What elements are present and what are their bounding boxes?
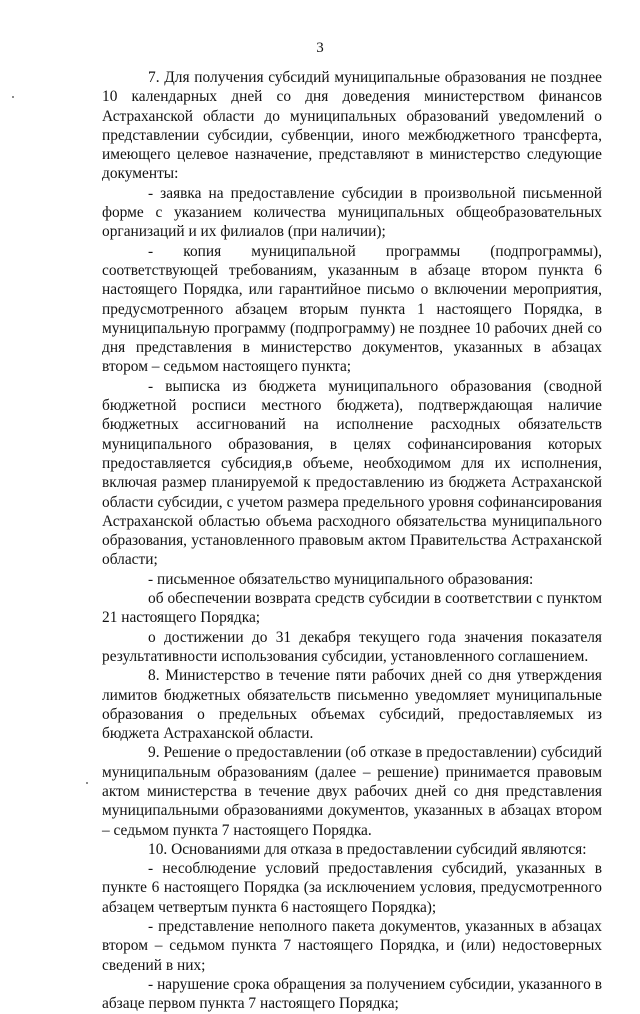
paragraph-9: 9. Решение о предоставлении (об отказе в предоставлении) субсидий муниципальным образованиям (далее – решение) принимается правовым актом министерства в течение двух рабочих дней со дня представления муниципальными образованиями документов, указанных в абзацах втором – седьмом пункта 7 настоящего Порядка.	[102, 744, 602, 839]
paragraph-7-budget-extract: - выписка из бюджета муниципального образования (сводной бюджетной росписи местного бюджета), подтверждающая наличие бюджетных ассигнований на исполнение расходных обязательств муниципального образования, в целях софинансирования которых предоставляется субсидия,в объеме, необходимом для их исполнения, включая размер планируемой к предоставлению из бюджета Астраханской области субсидии, с учетом размера предельного уровня софинансирования Астраханской областью объема расходного обязательства муниципального образования, установленного правовым актом Правительства Астраханской области;	[102, 377, 602, 569]
document-body	[102, 68, 602, 1014]
paragraph-7-intro: 7. Для получения субсидий муниципальные образования не позднее 10 календарных дней со дня доведения министерством финансов Астраханской области до муниципальных образований уведомлений о представлении субсидии, субвенции, иного межбюджетного трансферта, имеющего целевое назначение, представляют в министерство следующие документы:	[102, 69, 602, 183]
page-number: 3	[316, 40, 324, 56]
paragraph-7-performance: о достижении до 31 декабря текущего года значения показателя результативности использования субсидии, установленного соглашением.	[102, 628, 602, 665]
scan-speck	[12, 96, 14, 98]
scan-speck	[86, 782, 88, 784]
paragraph-7-return: об обеспечении возврата средств субсидии в соответствии с пунктом 21 настоящего Порядка;	[102, 590, 602, 627]
paragraph-7-obligation: - письменное обязательство муниципального образования:	[148, 570, 534, 588]
paragraph-8: 8. Министерство в течение пяти рабочих дней со дня утверждения лимитов бюджетных обязательств письменно уведомляет муниципальные образования о предельных объемах субсидий, предоставляемых из бюджета Астраханской области.	[102, 667, 602, 743]
paragraph-10-conditions: - несоблюдение условий предоставления субсидий, указанных в пункте 6 настоящего Порядка (за исключением условия, предусмотренного абзацем четвертым пункта 6 настоящего Порядка);	[102, 860, 602, 916]
paragraph-10-documents: - представление неполного пакета документов, указанных в абзацах втором – седьмом пункта 7 настоящего Порядка, и (или) недостоверных сведений в них;	[102, 918, 602, 974]
paragraph-10-intro: 10. Основаниями для отказа в предоставлении субсидий являются:	[148, 840, 587, 858]
paragraph-10-deadline: - нарушение срока обращения за получением субсидии, указанного в абзаце первом пункта 7 настоящего Порядка;	[102, 975, 602, 1013]
paragraph-7-program-copy: - копия муниципальной программы (подпрограммы), соответствующей требованиям, указанным в абзаце втором пункта 6 настоящего Порядка, или гарантийное письмо о включении мероприятия, предусмотренного абзацем вторым пункта 1 настоящего Порядка, в муниципальную программу (подпрограмму) не позднее 10 рабочих дней со дня представления в министерство документов, указанных в абзацах втором – седьмом настоящего пункта;	[102, 242, 602, 376]
paragraph-7-application: - заявка на предоставление субсидии в произвольной письменной форме с указанием количества муниципальных общеобразовательных организаций и их филиалов (при наличии);	[102, 184, 602, 241]
